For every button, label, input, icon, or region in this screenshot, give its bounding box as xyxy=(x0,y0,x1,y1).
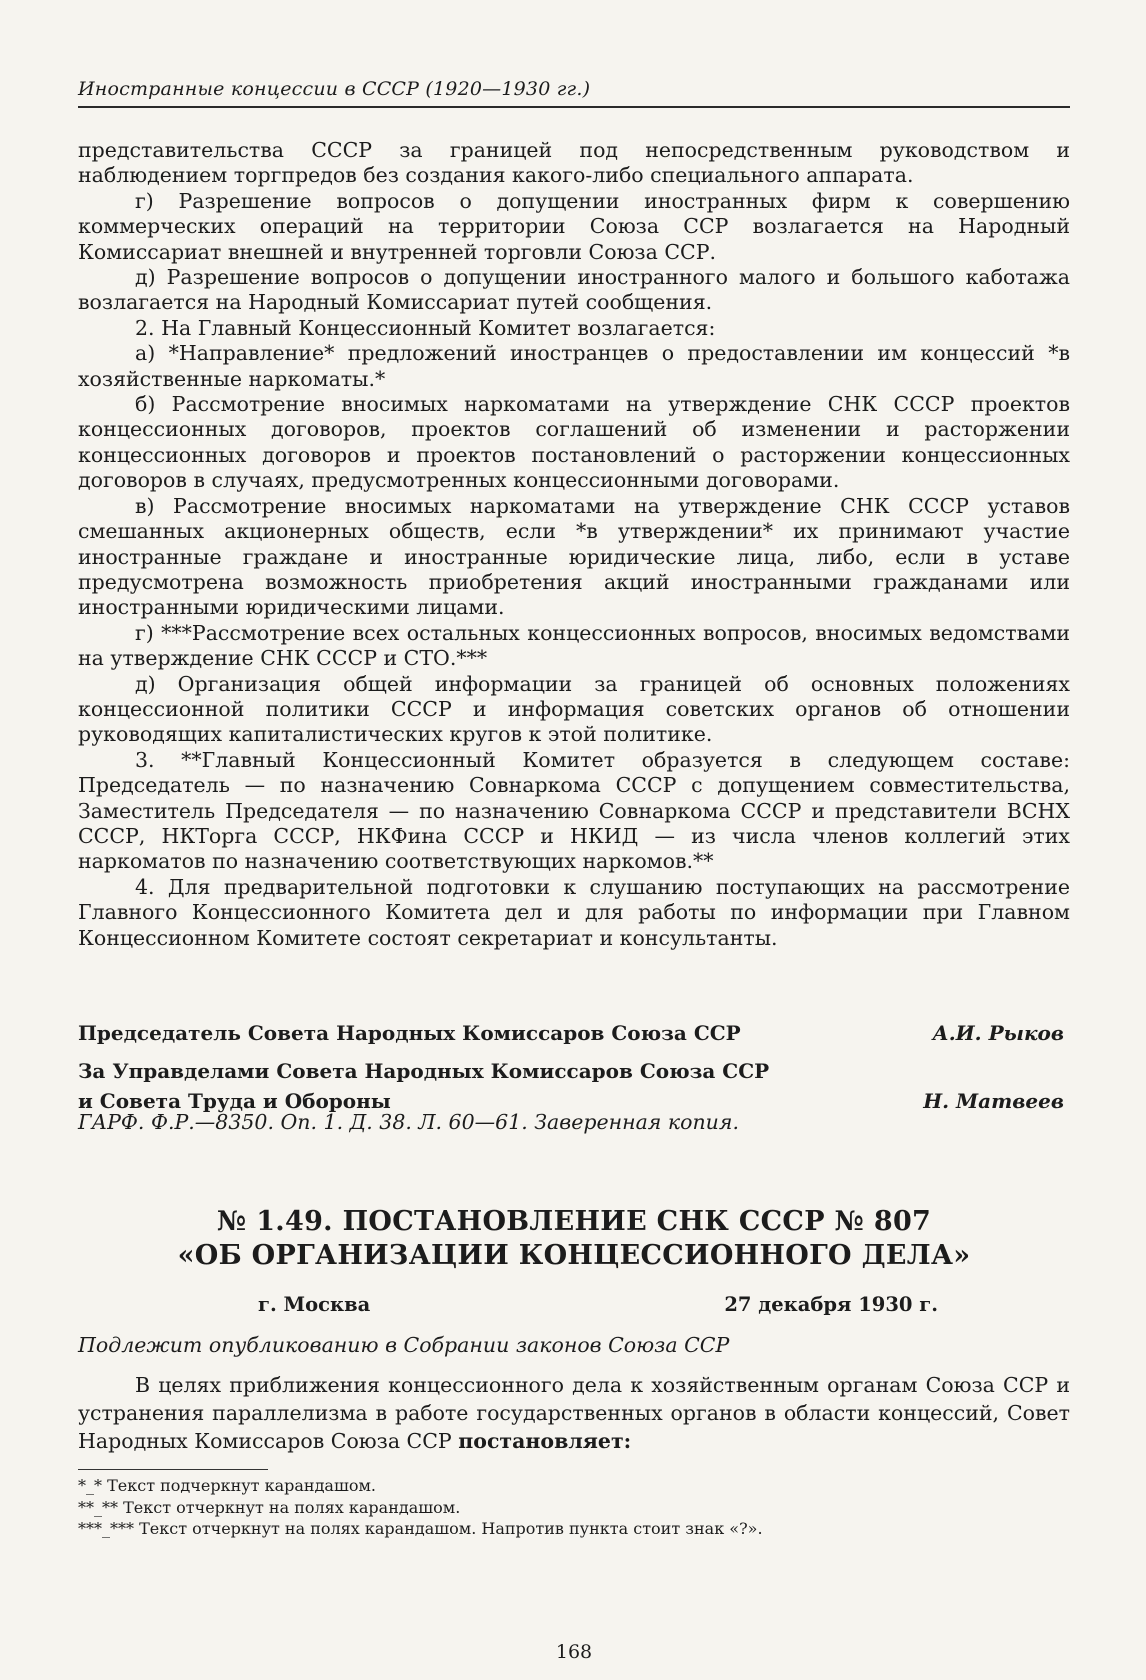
body-paragraph: 4. Для предварительной подготовки к слушанию поступающих на рассмотрение Главного Концессионного Комитета дел и для работы по информации при Главном Концессионном Комитете состоят секретариат и консультанты. xyxy=(78,874,1070,950)
footnote: ***_*** Текст отчеркнут на полях карандашом. Напротив пункта стоит знак «?». xyxy=(78,1519,763,1538)
document-page xyxy=(78,0,1070,1680)
preamble-text: В целях приближения концессионного дела к хозяйственным органам Союза ССР и устранения параллелизма в работе государственных органов в области концессий, Совет Народных Комиссаров Союза ССР xyxy=(78,1373,1070,1453)
signatory-name: А.И. Рыков xyxy=(932,1021,1064,1045)
body-paragraph: а) *Направление* предложений иностранцев о предоставлении им концессий *в хозяйственные наркоматы.* xyxy=(78,341,1070,391)
heading-line: № 1.49. ПОСТАНОВЛЕНИЕ СНК СССР № 807 xyxy=(216,1206,932,1237)
body-paragraph: г) Разрешение вопросов о допущении иностранных фирм к совершению коммерческих операций на территории Союза ССР возлагается на Народный Комиссариат внешней и внутренней торговли Союза ССР. xyxy=(78,188,1070,264)
body-paragraph: д) Разрешение вопросов о допущении иностранного малого и большого каботажа возлагается на Народный Комиссариат путей сообщения. xyxy=(78,265,1070,315)
body-paragraph: д) Организация общей информации за границей об основных положениях концессионной политики СССР и информация советских органов об отношении руководящих капиталистических кругов к этой политике. xyxy=(78,671,1070,747)
signatory-title: и Совета Труда и Обороны xyxy=(78,1089,391,1113)
document-place: г. Москва xyxy=(258,1293,371,1316)
publication-note: Подлежит опубликованию в Собрании законов Союза ССР xyxy=(78,1333,730,1357)
signatory-name: Н. Матвеев xyxy=(923,1089,1064,1113)
footnote: **_** Текст отчеркнут на полях карандашом. xyxy=(78,1497,461,1517)
signatory-title: За Управделами Совета Народных Комиссаров Союза ССР xyxy=(78,1059,770,1083)
body-paragraph: б) Рассмотрение вносимых наркоматами на утверждение СНК СССР проектов концессионных договоров, проектов соглашений об изменении и расторжении концессионных договоров и проектов постановлений о расторжении концессионных договоров в случаях, предусмотренных концессионными договорами. xyxy=(78,392,1070,493)
footnote-divider xyxy=(78,1469,268,1470)
body-paragraph: 2. На Главный Концессионный Комитет возлагается: xyxy=(135,315,716,340)
footnotes xyxy=(78,1475,1070,1540)
page-number: 168 xyxy=(555,1641,593,1663)
body-paragraph: 3. **Главный Концессионный Комитет образуется в следующем составе: Председатель — по назначению Совнаркома СССР с допущением совместительства, Заместитель Председателя — по назначению Совнаркома СССР и представители ВСНХ СССР, НКТорга СССР, НКФина СССР и НКИД — из числа членов коллегий этих наркоматов по назначению соответствующих наркомов.** xyxy=(78,747,1070,874)
archive-reference: ГАРФ. Ф.Р.—8350. Оп. 1. Д. 38. Л. 60—61. Заверенная копия. xyxy=(78,1110,739,1134)
signature-row-chair xyxy=(78,1018,1070,1048)
body-paragraph: в) Рассмотрение вносимых наркоматами на утверждение СНК СССР уставов смешанных акционерных обществ, если *в утверждении* их принимают участие иностранные граждане и иностранные юридические лица, либо, если в уставе предусмотрена возможность приобретения акций иностранными гражданами или иностранными юридическими лицами. xyxy=(78,493,1070,620)
footnote: *_* Текст подчеркнут карандашом. xyxy=(78,1476,376,1495)
body-paragraph: г) ***Рассмотрение всех остальных концессионных вопросов, вносимых ведомствами на утверждение СНК СССР и СТО.*** xyxy=(78,620,1070,671)
signature-block xyxy=(78,1018,1070,1116)
heading-line: «ОБ ОРГАНИЗАЦИИ КОНЦЕССИОННОГО ДЕЛА» xyxy=(177,1240,971,1271)
preamble-resolution-word: постановляет: xyxy=(458,1429,632,1453)
document-place-date xyxy=(258,1293,938,1316)
running-header: Иностранные концессии в СССР (1920—1930 гг.) xyxy=(78,78,1070,108)
body-paragraph: представительства СССР за границей под непосредственным руководством и наблюдением торгпредов без создания какого-либо специального аппарата. xyxy=(78,138,1070,188)
document-heading xyxy=(78,1205,1070,1273)
signatory-title: Председатель Совета Народных Комиссаров Союза ССР xyxy=(78,1021,741,1045)
preamble-paragraph xyxy=(78,1371,1070,1455)
document-date: 27 декабря 1930 г. xyxy=(724,1293,938,1316)
body-text xyxy=(78,138,1070,951)
